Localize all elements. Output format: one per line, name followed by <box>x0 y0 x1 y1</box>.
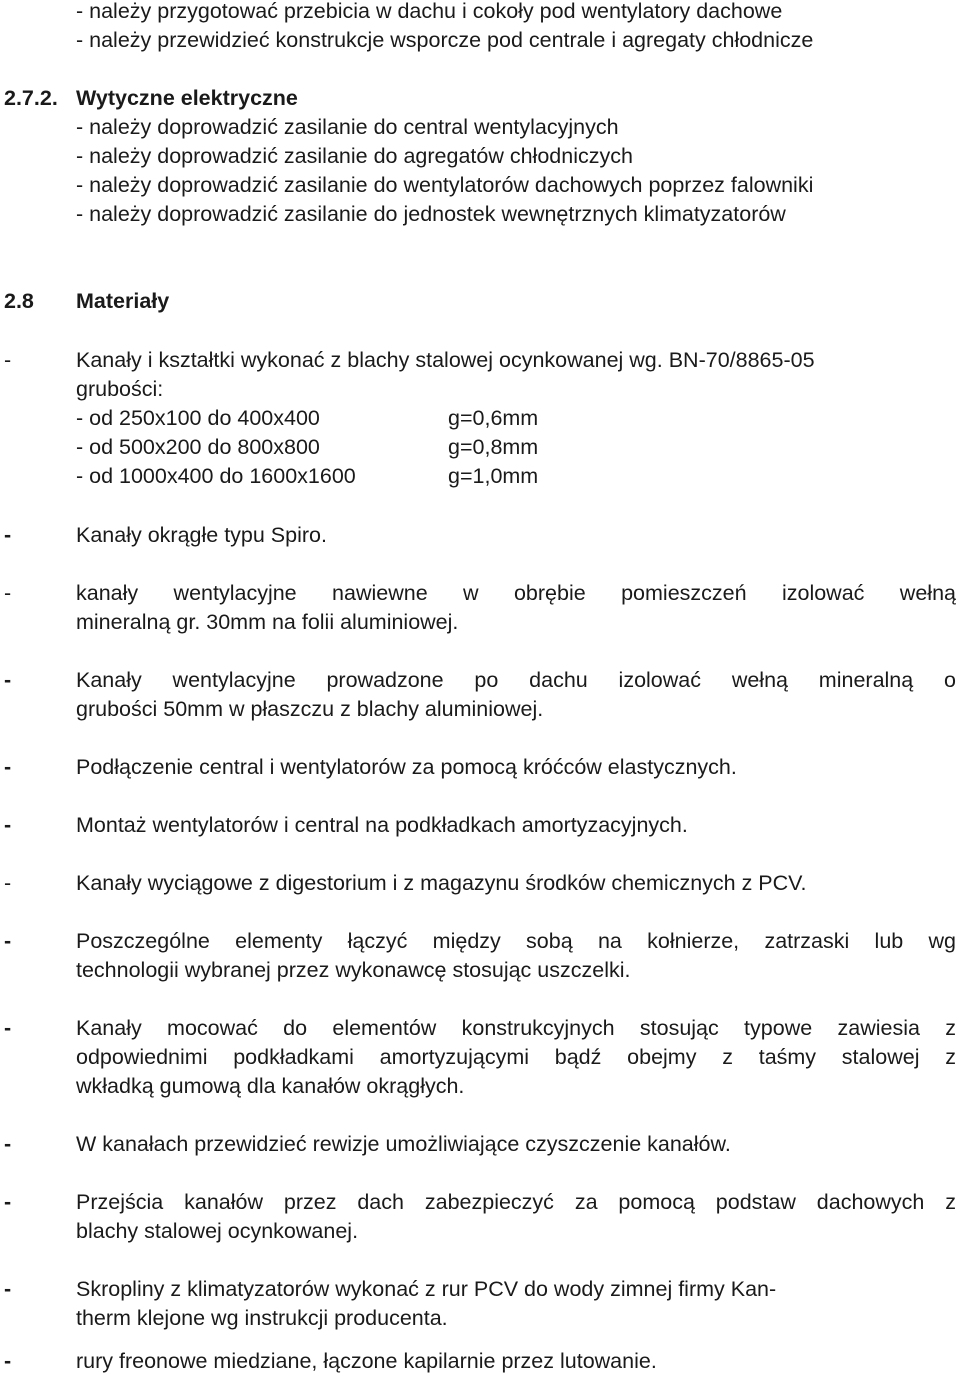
list-item-text: mineralną gr. 30mm na folii aluminiowej. <box>76 610 459 634</box>
duct-size-range: - od 250x100 do 400x400 <box>76 406 320 430</box>
bullet-dash: - <box>4 755 12 779</box>
duct-thickness: g=0,6mm <box>448 406 539 430</box>
duct-thickness: g=1,0mm <box>448 464 539 488</box>
list-item-text: kanały wentylacyjne nawiewne w obrębie pomieszczeń izolować wełną <box>76 581 956 605</box>
bullet-dash: - <box>4 1349 12 1373</box>
duct-thickness: g=0,8mm <box>448 435 539 459</box>
bullet-dash: - <box>4 1277 12 1301</box>
bullet-dash: - <box>4 929 12 953</box>
bullet-dash: - <box>4 1016 12 1040</box>
bullet-dash: - <box>4 668 12 692</box>
list-item-text: Kanały okrągłe typu Spiro. <box>76 523 327 547</box>
list-item: - należy doprowadzić zasilanie do wentylatorów dachowych poprzez falowniki <box>76 173 814 197</box>
list-item-text: rury freonowe miedziane, łączone kapilarnie przez lutowanie. <box>76 1349 657 1373</box>
list-item-text: Poszczególne elementy łączyć między sobą na kołnierze, zatrzaski lub wg <box>76 929 956 953</box>
list-item-text: grubości 50mm w płaszczu z blachy aluminiowej. <box>76 697 544 721</box>
bullet-dash: - <box>4 813 12 837</box>
bullet-dash: - <box>4 871 12 895</box>
list-item-text: odpowiednimi podkładkami amortyzującymi bądź obejmy z taśmy stalowej z <box>76 1045 956 1069</box>
list-item-text: Skropliny z klimatyzatorów wykonać z rur PCV do wody zimnej firmy Kan- <box>76 1277 777 1301</box>
list-item: - należy doprowadzić zasilanie do jednostek wewnętrznych klimatyzatorów <box>76 202 786 226</box>
duct-size-range: - od 1000x400 do 1600x1600 <box>76 464 356 488</box>
list-item: - należy doprowadzić zasilanie do central wentylacyjnych <box>76 115 619 139</box>
list-item-text: Podłączenie central i wentylatorów za pomocą króćców elastycznych. <box>76 755 737 779</box>
section-number: 2.7.2. <box>4 86 58 110</box>
list-item-text: Kanały mocować do elementów konstrukcyjnych stosując typowe zawiesia z <box>76 1016 956 1040</box>
duct-size-range: - od 500x200 do 800x800 <box>76 435 320 459</box>
intro-line: - należy przygotować przebicia w dachu i cokoły pod wentylatory dachowe <box>76 0 783 23</box>
section-title: Wytyczne elektryczne <box>76 86 298 110</box>
list-item-text: wkładką gumową dla kanałów okrągłych. <box>76 1074 465 1098</box>
section-title: Materiały <box>76 289 170 313</box>
bullet-dash: - <box>4 1190 12 1214</box>
list-item-text: blachy stalowej ocynkowanej. <box>76 1219 359 1243</box>
list-item-text: Montaż wentylatorów i central na podkładkach amortyzacyjnych. <box>76 813 688 837</box>
list-item-text: Kanały wentylacyjne prowadzone po dachu izolować wełną mineralną o <box>76 668 956 692</box>
list-item-text: grubości: <box>76 377 164 401</box>
list-item-text: Kanały i kształtki wykonać z blachy stalowej ocynkowanej wg. BN-70/8865-05 <box>76 348 815 372</box>
intro-line: - należy przewidzieć konstrukcje wsporcze pod centrale i agregaty chłodnicze <box>76 28 814 52</box>
list-item-text: technologii wybranej przez wykonawcę stosując uszczelki. <box>76 958 631 982</box>
list-item-text: Przejścia kanałów przez dach zabezpieczyć za pomocą podstaw dachowych z <box>76 1190 956 1214</box>
section-number: 2.8 <box>4 289 34 313</box>
list-item: - należy doprowadzić zasilanie do agregatów chłodniczych <box>76 144 633 168</box>
bullet-dash: - <box>4 1132 12 1156</box>
list-item-text: Kanały wyciągowe z digestorium i z magazynu środków chemicznych z PCV. <box>76 871 807 895</box>
bullet-dash: - <box>4 523 12 547</box>
list-item-text: therm klejone wg instrukcji producenta. <box>76 1306 448 1330</box>
list-item-text: W kanałach przewidzieć rewizje umożliwiające czyszczenie kanałów. <box>76 1132 731 1156</box>
bullet-dash: - <box>4 348 12 372</box>
bullet-dash: - <box>4 581 12 605</box>
